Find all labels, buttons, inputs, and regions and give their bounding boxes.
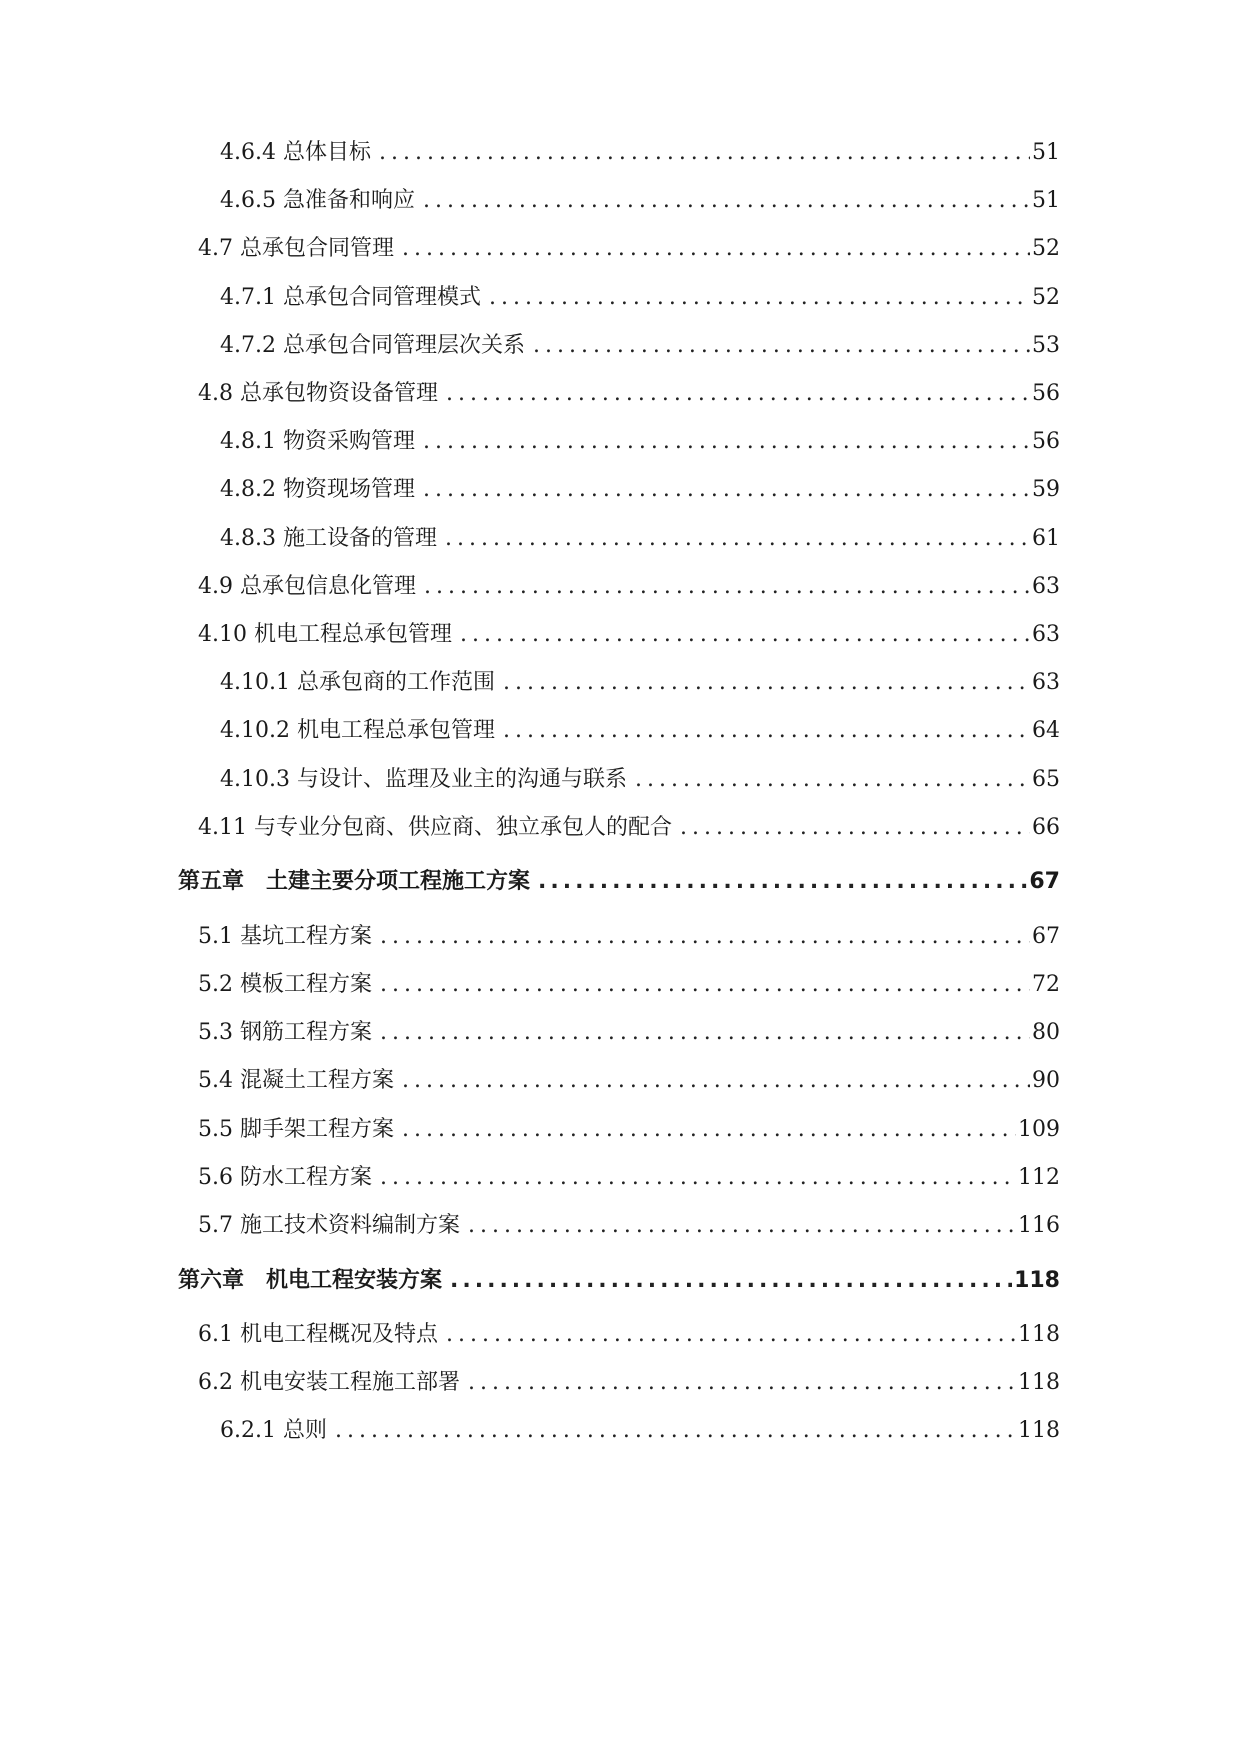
toc-entry[interactable]	[198, 1066, 1060, 1096]
toc-entry[interactable]	[198, 1368, 1060, 1398]
toc-entry[interactable]	[198, 813, 1060, 843]
toc-dot-leader	[503, 668, 1030, 698]
toc-entry[interactable]	[220, 186, 1060, 216]
toc-dot-leader	[379, 138, 1030, 168]
toc-entry-title: 4.8.3 施工设备的管理	[220, 526, 437, 551]
toc-dot-leader	[446, 1320, 1016, 1350]
toc-entry[interactable]	[220, 765, 1060, 795]
toc-dot-leader	[423, 186, 1030, 216]
toc-entry[interactable]	[198, 1211, 1060, 1241]
toc-dot-leader	[446, 379, 1030, 409]
toc-entry[interactable]	[198, 970, 1060, 1000]
toc-entry-title: 5.3 钢筋工程方案	[198, 1020, 372, 1045]
toc-chapter-entry[interactable]	[178, 1266, 1060, 1296]
toc-entry-title: 4.8 总承包物资设备管理	[198, 381, 438, 406]
toc-dot-leader	[380, 922, 1030, 952]
toc-entry[interactable]	[198, 922, 1060, 952]
toc-entry[interactable]	[220, 524, 1060, 554]
toc-dot-leader	[445, 524, 1030, 554]
toc-dot-leader	[680, 813, 1030, 843]
toc-dot-leader	[533, 331, 1030, 361]
toc-dot-leader	[635, 765, 1030, 795]
toc-entry-title: 4.10.1 总承包商的工作范围	[220, 670, 495, 695]
toc-entry-page: 118	[1018, 1370, 1060, 1395]
toc-entry-title: 6.1 机电工程概况及特点	[198, 1322, 438, 1347]
toc-entry[interactable]	[220, 331, 1060, 361]
toc-entry-page: 80	[1032, 1020, 1060, 1045]
toc-entry-page: 63	[1032, 622, 1060, 647]
toc-entry-page: 56	[1032, 429, 1060, 454]
toc-entry-title: 6.2 机电安装工程施工部署	[198, 1370, 460, 1395]
toc-entry-page: 72	[1032, 972, 1060, 997]
toc-entry-title: 4.8.1 物资采购管理	[220, 429, 415, 454]
toc-entry[interactable]	[198, 1320, 1060, 1350]
toc-entry-page: 90	[1032, 1068, 1060, 1093]
toc-entry-page: 109	[1018, 1117, 1060, 1142]
toc-entry[interactable]	[220, 668, 1060, 698]
toc-entry-page: 63	[1032, 670, 1060, 695]
toc-entry-page: 118	[1014, 1268, 1060, 1293]
toc-entry[interactable]	[220, 475, 1060, 505]
toc-entry-title: 4.10.3 与设计、监理及业主的沟通与联系	[220, 767, 627, 792]
toc-entry[interactable]	[198, 1115, 1060, 1145]
toc-entry-page: 63	[1032, 574, 1060, 599]
toc-entry-page: 52	[1032, 236, 1060, 261]
toc-entry-title: 5.5 脚手架工程方案	[198, 1117, 394, 1142]
toc-entry-title: 5.6 防水工程方案	[198, 1165, 372, 1190]
toc-entry-page: 118	[1018, 1418, 1060, 1443]
toc-entry-page: 53	[1032, 333, 1060, 358]
toc-entry[interactable]	[198, 1018, 1060, 1048]
toc-entry-title: 第六章 机电工程安装方案	[178, 1268, 443, 1293]
toc-entry-page: 65	[1032, 767, 1060, 792]
toc-entry-title: 4.9 总承包信息化管理	[198, 574, 416, 599]
toc-entry[interactable]	[220, 427, 1060, 457]
toc-entry[interactable]	[198, 620, 1060, 650]
toc-entry-title: 4.11 与专业分包商、供应商、独立承包人的配合	[198, 815, 672, 840]
toc-dot-leader	[450, 1266, 1012, 1296]
toc-dot-leader	[424, 572, 1030, 602]
toc-entry-page: 56	[1032, 381, 1060, 406]
toc-dot-leader	[402, 1115, 1016, 1145]
toc-entry-page: 51	[1032, 140, 1060, 165]
toc-entry-title: 第五章 土建主要分项工程施工方案	[178, 869, 531, 894]
toc-entry[interactable]	[220, 138, 1060, 168]
toc-entry-page: 59	[1032, 477, 1060, 502]
toc-dot-leader	[402, 234, 1030, 264]
toc-entry-page: 118	[1018, 1322, 1060, 1347]
toc-entry-page: 61	[1032, 526, 1060, 551]
toc-dot-leader	[538, 867, 1027, 897]
toc-entry-page: 67	[1032, 924, 1060, 949]
toc-entry-title: 4.7.2 总承包合同管理层次关系	[220, 333, 525, 358]
toc-entry-page: 52	[1032, 285, 1060, 310]
toc-entry[interactable]	[198, 379, 1060, 409]
toc-entry-title: 5.2 模板工程方案	[198, 972, 372, 997]
toc-entry-title: 4.6.4 总体目标	[220, 140, 371, 165]
toc-dot-leader	[489, 283, 1030, 313]
toc-entry-title: 5.7 施工技术资料编制方案	[198, 1213, 460, 1238]
toc-entry-title: 4.8.2 物资现场管理	[220, 477, 415, 502]
toc-dot-leader	[402, 1066, 1030, 1096]
toc-entry-title: 6.2.1 总则	[220, 1418, 327, 1443]
toc-dot-leader	[380, 1163, 1016, 1193]
toc-dot-leader	[423, 427, 1030, 457]
toc-dot-leader	[460, 620, 1030, 650]
toc-entry-title: 5.1 基坑工程方案	[198, 924, 372, 949]
toc-dot-leader	[335, 1416, 1016, 1446]
toc-entry-title: 4.7 总承包合同管理	[198, 236, 394, 261]
toc-entry-title: 5.4 混凝土工程方案	[198, 1068, 394, 1093]
toc-dot-leader	[503, 716, 1030, 746]
toc-entry[interactable]	[220, 283, 1060, 313]
toc-entry-page: 66	[1032, 815, 1060, 840]
toc-entry[interactable]	[220, 1416, 1060, 1446]
toc-entry-title: 4.6.5 急准备和响应	[220, 188, 415, 213]
toc-entry-title: 4.7.1 总承包合同管理模式	[220, 285, 481, 310]
toc-entry[interactable]	[198, 1163, 1060, 1193]
toc-entry-page: 112	[1018, 1165, 1060, 1190]
toc-entry[interactable]	[220, 716, 1060, 746]
toc-entry-page: 116	[1018, 1213, 1060, 1238]
toc-dot-leader	[380, 1018, 1030, 1048]
toc-dot-leader	[468, 1211, 1016, 1241]
toc-entry-title: 4.10 机电工程总承包管理	[198, 622, 452, 647]
toc-entry-page: 51	[1032, 188, 1060, 213]
toc-entry-page: 67	[1029, 869, 1060, 894]
toc-entry-page: 64	[1032, 718, 1060, 743]
toc-dot-leader	[468, 1368, 1016, 1398]
toc-entry[interactable]	[198, 234, 1060, 264]
toc-dot-leader	[423, 475, 1030, 505]
toc-dot-leader	[380, 970, 1030, 1000]
toc-entry-title: 4.10.2 机电工程总承包管理	[220, 718, 495, 743]
toc-chapter-entry[interactable]	[178, 867, 1060, 897]
toc-entry[interactable]	[198, 572, 1060, 602]
